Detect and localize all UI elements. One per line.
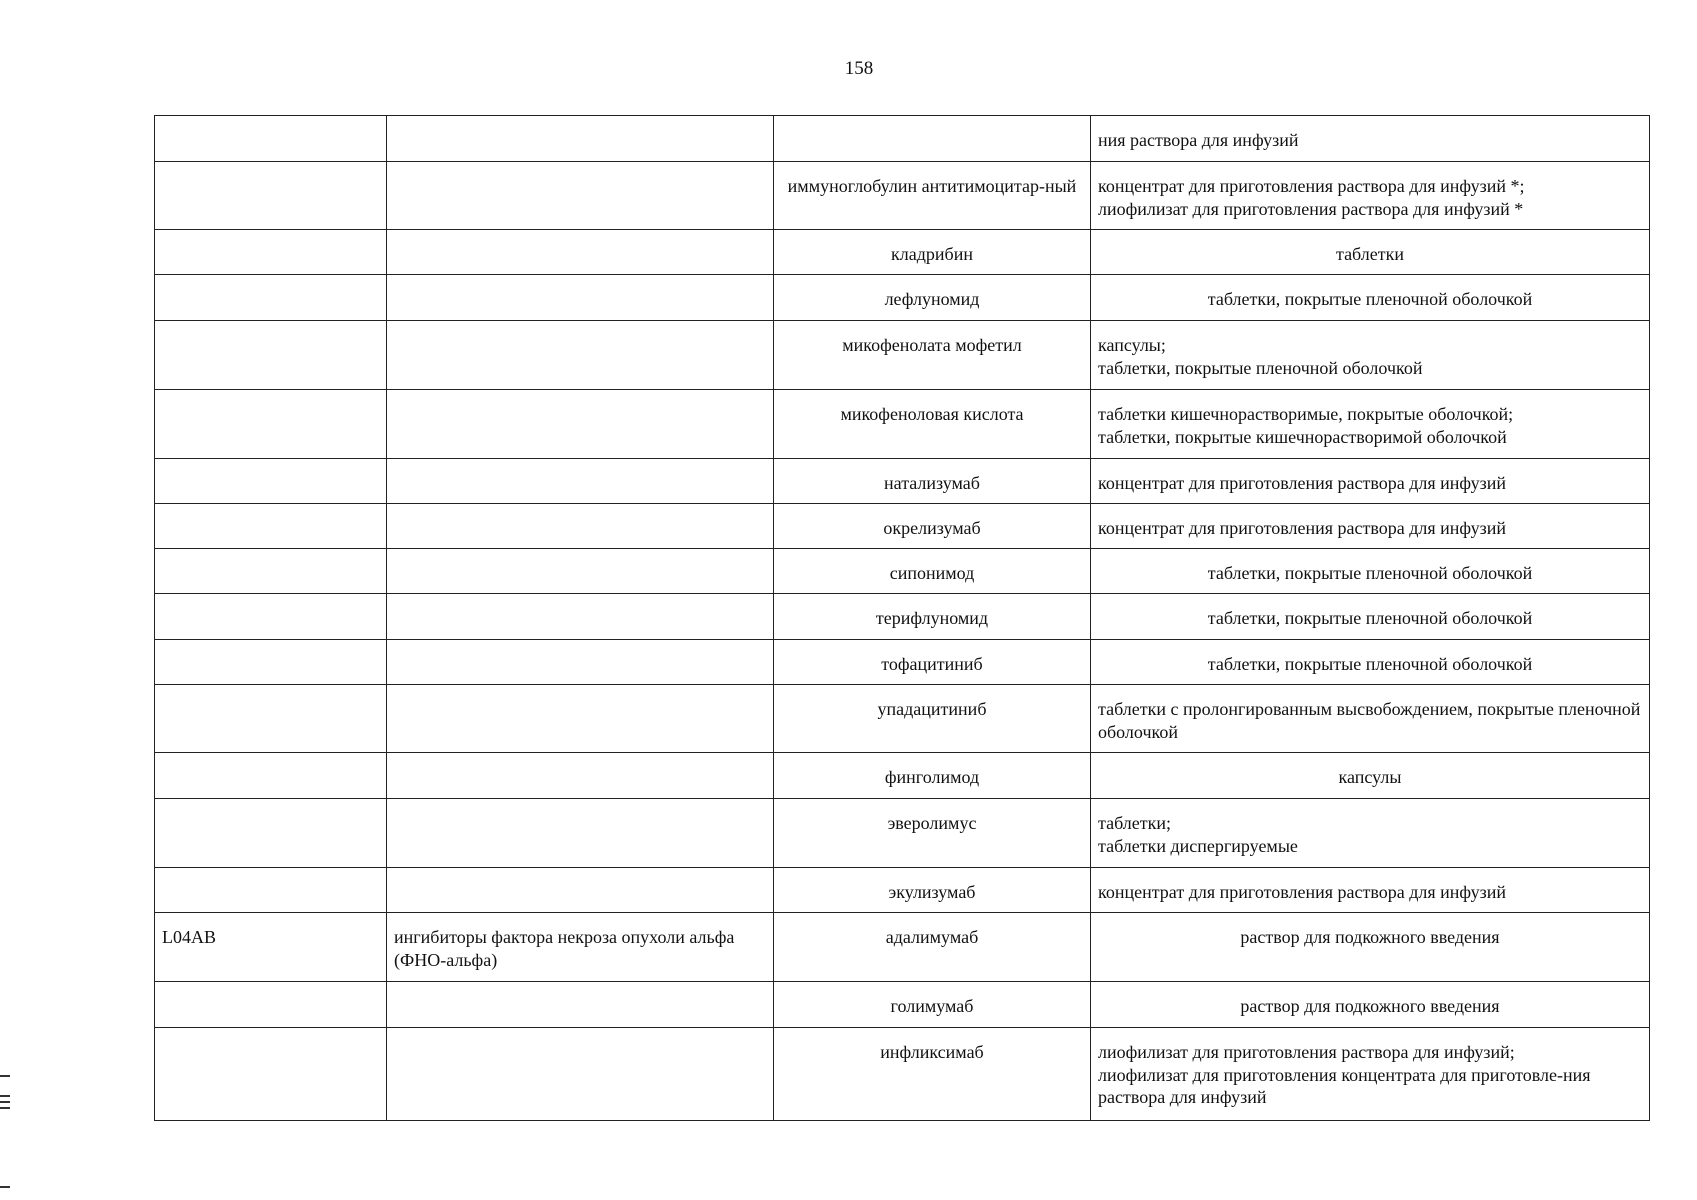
dosage-form-cell [1091, 1028, 1650, 1121]
dosage-form-line: таблетки, покрытые кишечнорастворимой оболочкой [1098, 426, 1507, 447]
dosage-form-line: таблетки, покрытые пленочной оболочкой [1207, 608, 1533, 628]
dosage-form-line: раствор для подкожного введения [1240, 996, 1500, 1016]
table-row [155, 549, 1650, 594]
medicines-table [154, 115, 1650, 1121]
dosage-form-line: капсулы [1338, 767, 1402, 787]
anatomical-therapeutic-group-cell [387, 116, 774, 162]
atc-code-cell [155, 459, 387, 504]
atc-code-cell [155, 640, 387, 685]
drug-name-cell: кладрибин [774, 230, 1091, 275]
drug-name-cell: упадацитиниб [774, 685, 1091, 753]
atc-code-cell [155, 982, 387, 1028]
dosage-form-cell [1091, 321, 1650, 390]
anatomical-therapeutic-group-cell [387, 230, 774, 275]
dosage-form-line: капсулы; [1098, 335, 1166, 355]
dosage-form-line: концентрат для приготовления раствора для инфузий *; [1098, 176, 1525, 196]
anatomical-therapeutic-group-cell [387, 549, 774, 594]
dosage-form-line: лиофилизат для приготовления раствора для инфузий * [1098, 198, 1524, 219]
anatomical-therapeutic-group-cell [387, 390, 774, 459]
drug-name-cell: сипонимод [774, 549, 1091, 594]
table-row [155, 1028, 1650, 1121]
dosage-form-line: таблетки, покрытые пленочной оболочкой [1207, 654, 1533, 674]
table-row [155, 753, 1650, 799]
drug-name-cell: иммуноглобулин антитимоцитар-ный [774, 162, 1091, 230]
anatomical-therapeutic-group-cell [387, 321, 774, 390]
dosage-form-line: ния раствора для инфузий [1098, 130, 1299, 150]
table-row [155, 504, 1650, 549]
dosage-form-line: таблетки, покрытые пленочной оболочкой [1098, 357, 1423, 378]
anatomical-therapeutic-group-cell [387, 982, 774, 1028]
anatomical-therapeutic-group-cell: ингибиторы фактора некроза опухоли альфа (ФНО-альфа) [387, 913, 774, 982]
drug-name-cell [774, 116, 1091, 162]
table-row [155, 162, 1650, 230]
margin-mark [0, 1095, 10, 1097]
drug-name-cell: микофенолата мофетил [774, 321, 1091, 390]
table-row [155, 116, 1650, 162]
drug-name-cell: окрелизумаб [774, 504, 1091, 549]
atc-code-cell [155, 753, 387, 799]
anatomical-therapeutic-group-cell [387, 275, 774, 321]
dosage-form-cell [1091, 685, 1650, 753]
drug-name-cell: микофеноловая кислота [774, 390, 1091, 459]
drug-name-cell: финголимод [774, 753, 1091, 799]
atc-code-cell: L04AB [155, 913, 387, 982]
table-row [155, 799, 1650, 868]
atc-code-cell [155, 1028, 387, 1121]
table-row [155, 594, 1650, 640]
dosage-form-line: концентрат для приготовления раствора для инфузий [1098, 473, 1506, 493]
table-row [155, 459, 1650, 504]
atc-code-cell [155, 390, 387, 459]
dosage-form-cell [1091, 504, 1650, 549]
drug-name-cell: экулизумаб [774, 868, 1091, 913]
anatomical-therapeutic-group-cell [387, 868, 774, 913]
dosage-form-cell [1091, 982, 1650, 1028]
drug-name-cell: эверолимус [774, 799, 1091, 868]
table-row [155, 390, 1650, 459]
atc-code-cell [155, 230, 387, 275]
atc-code-cell [155, 275, 387, 321]
drug-name-cell: терифлуномид [774, 594, 1091, 640]
atc-code-cell [155, 162, 387, 230]
table-row [155, 230, 1650, 275]
atc-code-cell [155, 116, 387, 162]
atc-code-cell [155, 504, 387, 549]
margin-mark [0, 1186, 10, 1188]
dosage-form-cell [1091, 640, 1650, 685]
dosage-form-line: таблетки, покрытые пленочной оболочкой [1207, 563, 1533, 583]
dosage-form-cell [1091, 459, 1650, 504]
anatomical-therapeutic-group-cell [387, 594, 774, 640]
dosage-form-line: таблетки [1335, 244, 1404, 264]
table-row [155, 640, 1650, 685]
margin-mark [0, 1101, 10, 1103]
anatomical-therapeutic-group-cell [387, 753, 774, 799]
atc-code-cell [155, 868, 387, 913]
dosage-form-line: лиофилизат для приготовления раствора для инфузий; [1098, 1042, 1515, 1062]
drug-name-cell: инфликсимаб [774, 1028, 1091, 1121]
dosage-form-line: таблетки с пролонгированным высвобождением, покрытые пленочной оболочкой [1098, 699, 1641, 742]
table-row [155, 685, 1650, 753]
margin-mark [0, 1107, 10, 1109]
dosage-form-cell [1091, 799, 1650, 868]
dosage-form-cell [1091, 549, 1650, 594]
atc-code-cell [155, 685, 387, 753]
anatomical-therapeutic-group-cell [387, 685, 774, 753]
table-body [155, 116, 1650, 1121]
atc-code-cell [155, 799, 387, 868]
dosage-form-cell [1091, 753, 1650, 799]
table-row [155, 982, 1650, 1028]
anatomical-therapeutic-group-cell [387, 459, 774, 504]
dosage-form-line: концентрат для приготовления раствора для инфузий [1098, 882, 1506, 902]
dosage-form-cell [1091, 594, 1650, 640]
drug-name-cell: голимумаб [774, 982, 1091, 1028]
dosage-form-cell [1091, 116, 1650, 162]
dosage-form-cell [1091, 230, 1650, 275]
table-row [155, 913, 1650, 982]
atc-code-cell [155, 321, 387, 390]
dosage-form-line: концентрат для приготовления раствора для инфузий [1098, 518, 1506, 538]
drug-name-cell: тофацитиниб [774, 640, 1091, 685]
drug-name-cell: натализумаб [774, 459, 1091, 504]
dosage-form-cell [1091, 913, 1650, 982]
anatomical-therapeutic-group-cell [387, 1028, 774, 1121]
drug-name-cell: адалимумаб [774, 913, 1091, 982]
table-row [155, 275, 1650, 321]
dosage-form-cell [1091, 868, 1650, 913]
dosage-form-line: таблетки диспергируемые [1098, 835, 1298, 856]
dosage-form-line: таблетки; [1098, 813, 1172, 833]
margin-mark [0, 1075, 10, 1077]
page-number: 158 [844, 58, 874, 79]
anatomical-therapeutic-group-cell [387, 504, 774, 549]
anatomical-therapeutic-group-cell [387, 162, 774, 230]
dosage-form-line: раствор для подкожного введения [1240, 927, 1500, 947]
table-row [155, 321, 1650, 390]
atc-code-cell [155, 549, 387, 594]
anatomical-therapeutic-group-cell [387, 799, 774, 868]
dosage-form-line: таблетки, покрытые пленочной оболочкой [1207, 289, 1533, 309]
drug-name-cell: лефлуномид [774, 275, 1091, 321]
table-row [155, 868, 1650, 913]
dosage-form-line: таблетки кишечнорастворимые, покрытые оболочкой; [1098, 404, 1514, 424]
anatomical-therapeutic-group-cell [387, 640, 774, 685]
dosage-form-line: лиофилизат для приготовления концентрата для приготовле-ния раствора для инфузий [1098, 1064, 1591, 1107]
dosage-form-cell [1091, 390, 1650, 459]
dosage-form-cell [1091, 162, 1650, 230]
atc-code-cell [155, 594, 387, 640]
dosage-form-cell [1091, 275, 1650, 321]
